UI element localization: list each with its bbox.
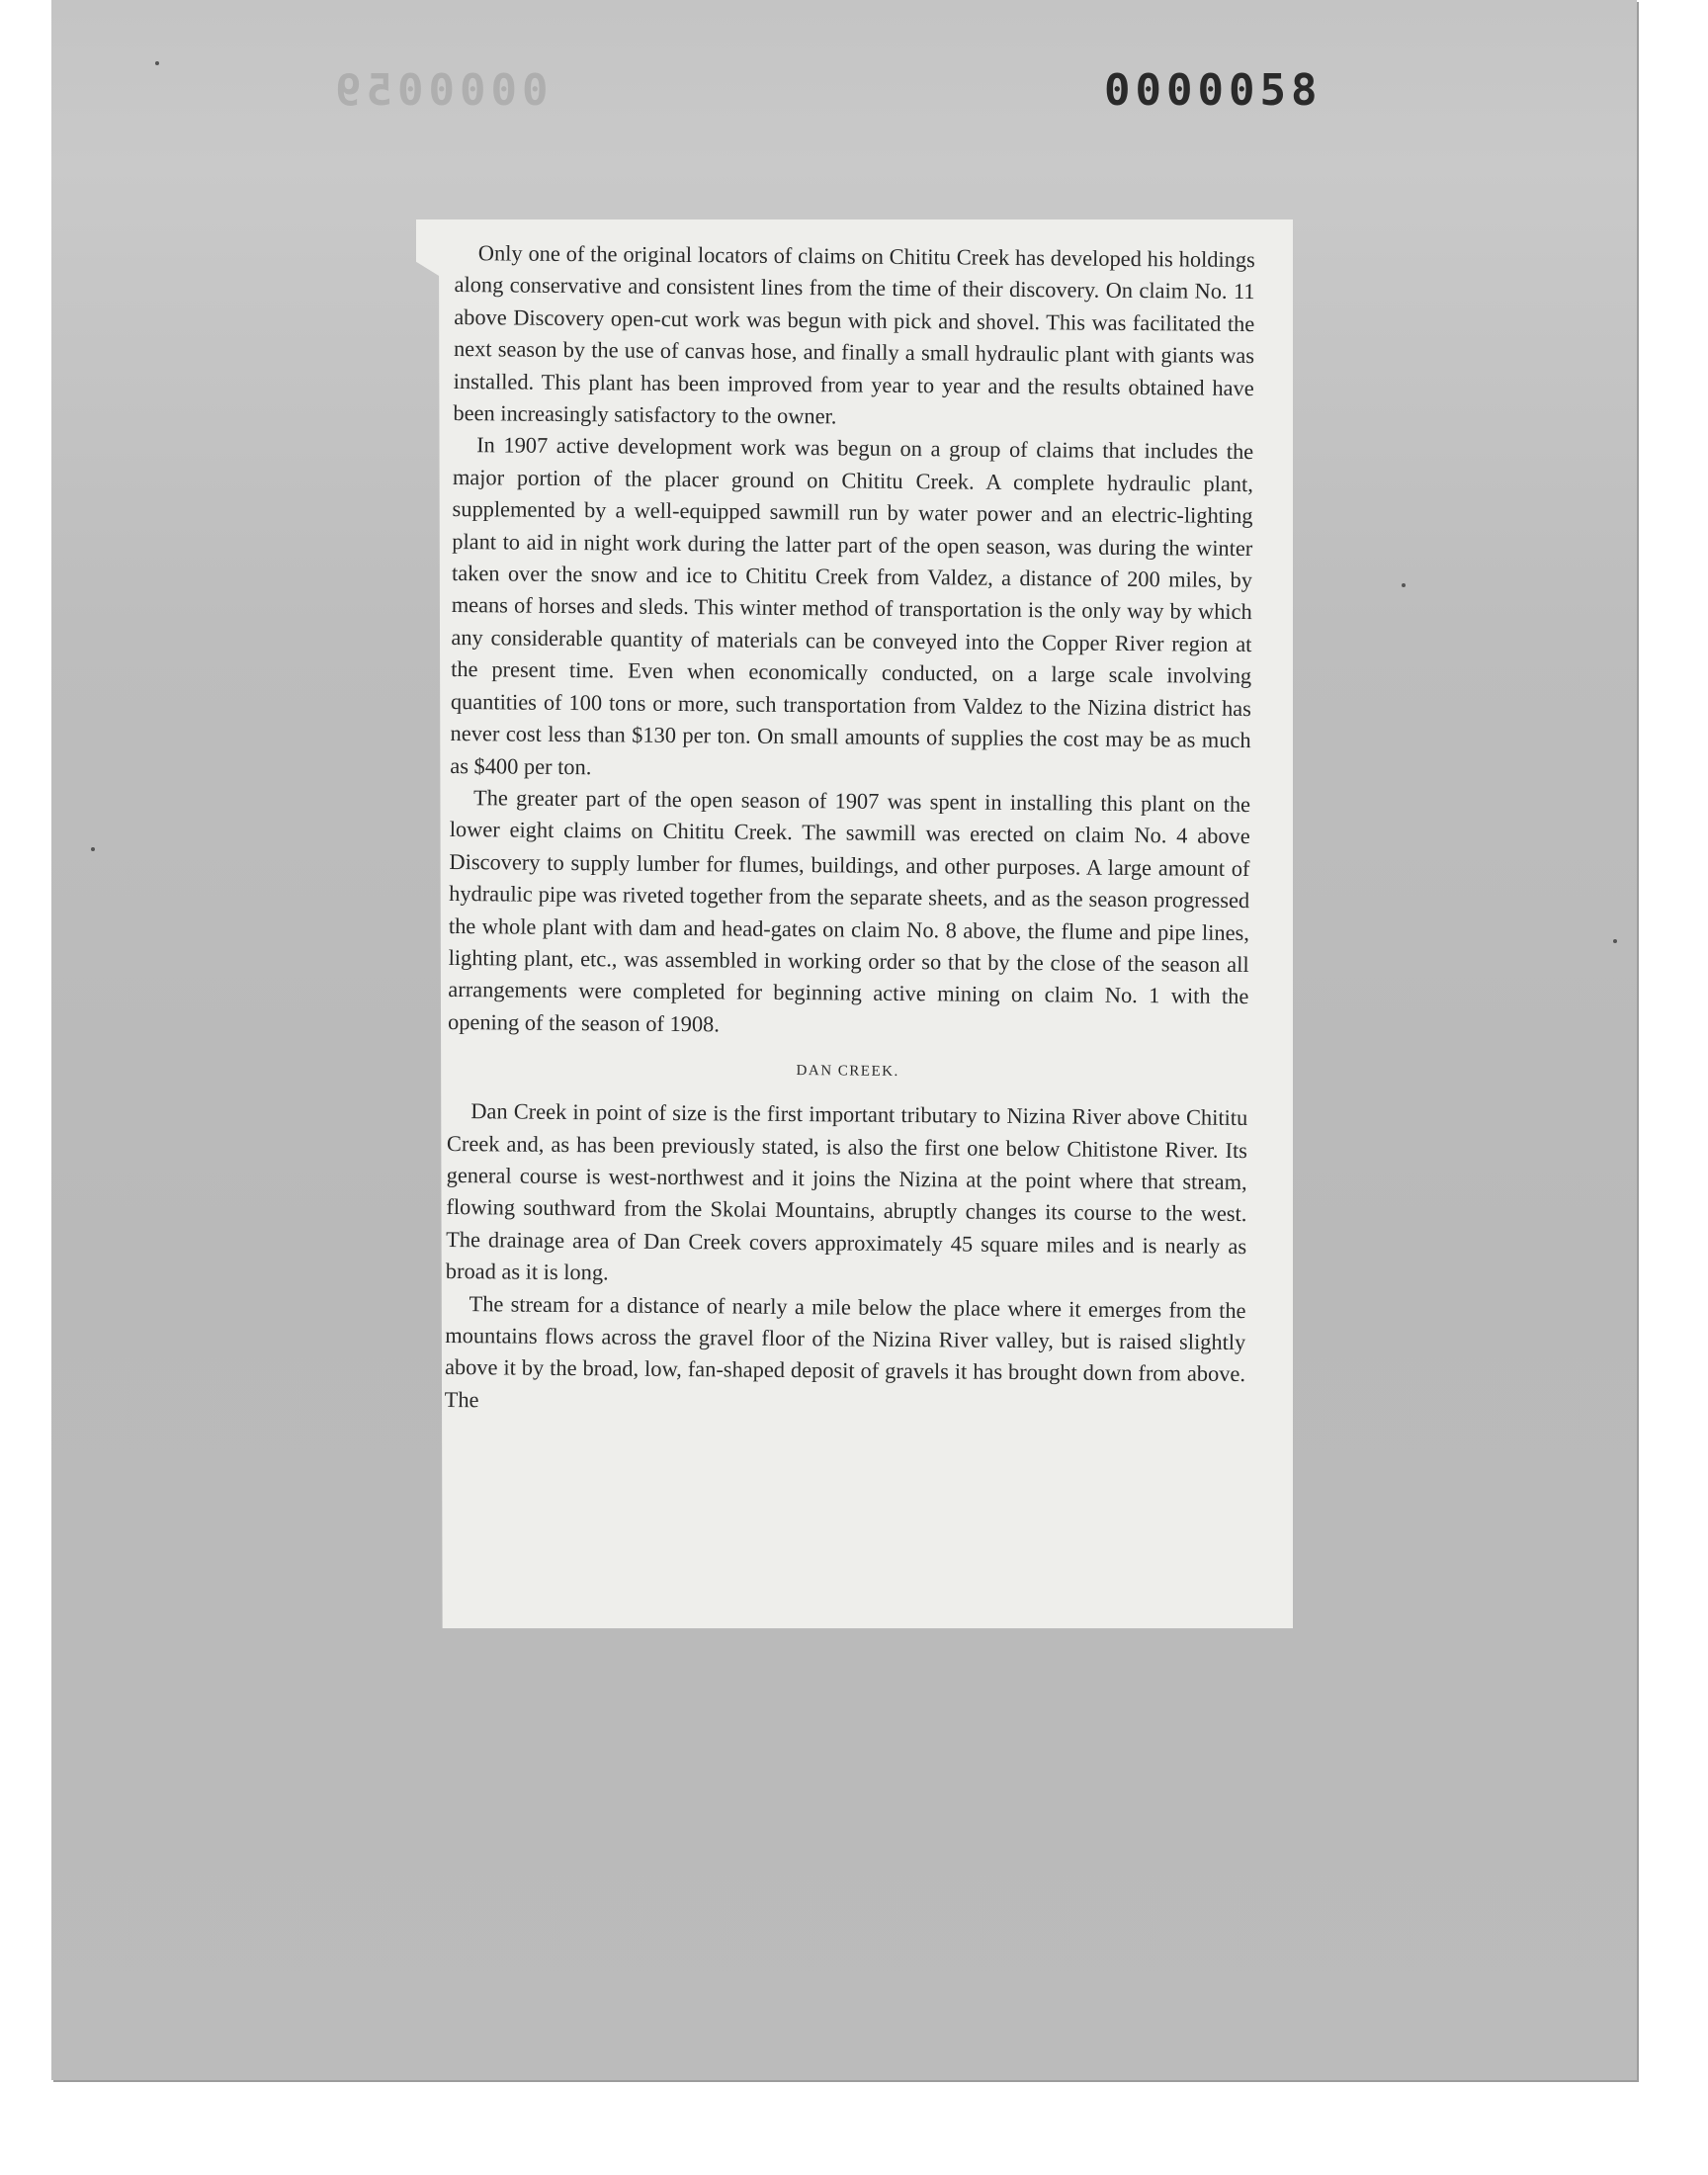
page-number-stamp: 0000058 (1104, 65, 1323, 116)
dust-speck (1613, 939, 1617, 943)
paragraph: In 1907 active development work was begun on a group of claims that includes the major portion of the placer ground on Chititu Creek. A complete hydraulic plant, supplemented by a well-equipped sawmill run by water power and an electric-lighting plant to aid in night work during the latter part of the open season, was during the winter taken over the snow and ice to Chititu Creek from Valdez, a distance of 200 miles, by means of horses and sleds. This winter method of transportation is the only way by which any considerable quantity of materials can be conveyed into the Copper River region at the present time. Even when economically conducted, on a large scale involving quantities of 100 tons or more, such transportation from Valdez to the Nizina district has never cost less than $130 per ton. On small amounts of supplies the cost may be as much as $400 per ton. (450, 432, 1254, 779)
paragraph: Only one of the original locators of claims on Chititu Creek has developed his holdings along conservative and consistent lines from the time of their discovery. On claim No. 11 above Discovery open-cut work was begun with pick and shovel. This was facilitated the next season by the use of canvas hose, and finally a small hydraulic plant with giants was installed. This plant has been improved from year to year and the results obtained have been increasingly satisfactory to the owner. (453, 240, 1255, 429)
article-text (445, 237, 1255, 1423)
mirrored-page-stamp: 0000059 (330, 65, 549, 116)
dust-speck (91, 847, 95, 851)
paragraph: The stream for a distance of nearly a mile below the place where it emerges from the mountains flows across the gravel floor of the Nizina River valley, but is raised slightly above it by the broad, low, fan-shaped deposit of gravels it has brought down from above. The (444, 1290, 1246, 1413)
dust-speck (1402, 583, 1406, 587)
dust-speck (155, 61, 159, 65)
paragraph: Dan Creek in point of size is the first important tributary to Nizina River above Chititu Creek and, as has been previously stated, is also the first one below Chitistone River. Its general course is west-northwest and it joins the Nizina at the point where that stream, flowing southward from the Skolai Mountains, abruptly changes its course to the west. The drainage area of Dan Creek covers approximately 45 square miles and is nearly as broad as it is long. (445, 1098, 1248, 1285)
paragraph: The greater part of the open season of 1907 was spent in installing this plant on the lower eight claims on Chititu Creek. The sawmill was erected on claim No. 4 above Discovery to supply lumber for flumes, buildings, and other purposes. A large amount of hydraulic pipe was riveted together from the separate sheets, and as the season progressed the whole plant with dam and head-gates on claim No. 8 above, the flume and pipe lines, lighting plant, etc., was assembled in working order so that by the close of the season all arrangements were completed for beginning active mining on claim No. 1 with the opening of the season of 1908. (447, 785, 1251, 1037)
section-heading: DAN CREEK. (796, 1063, 899, 1081)
